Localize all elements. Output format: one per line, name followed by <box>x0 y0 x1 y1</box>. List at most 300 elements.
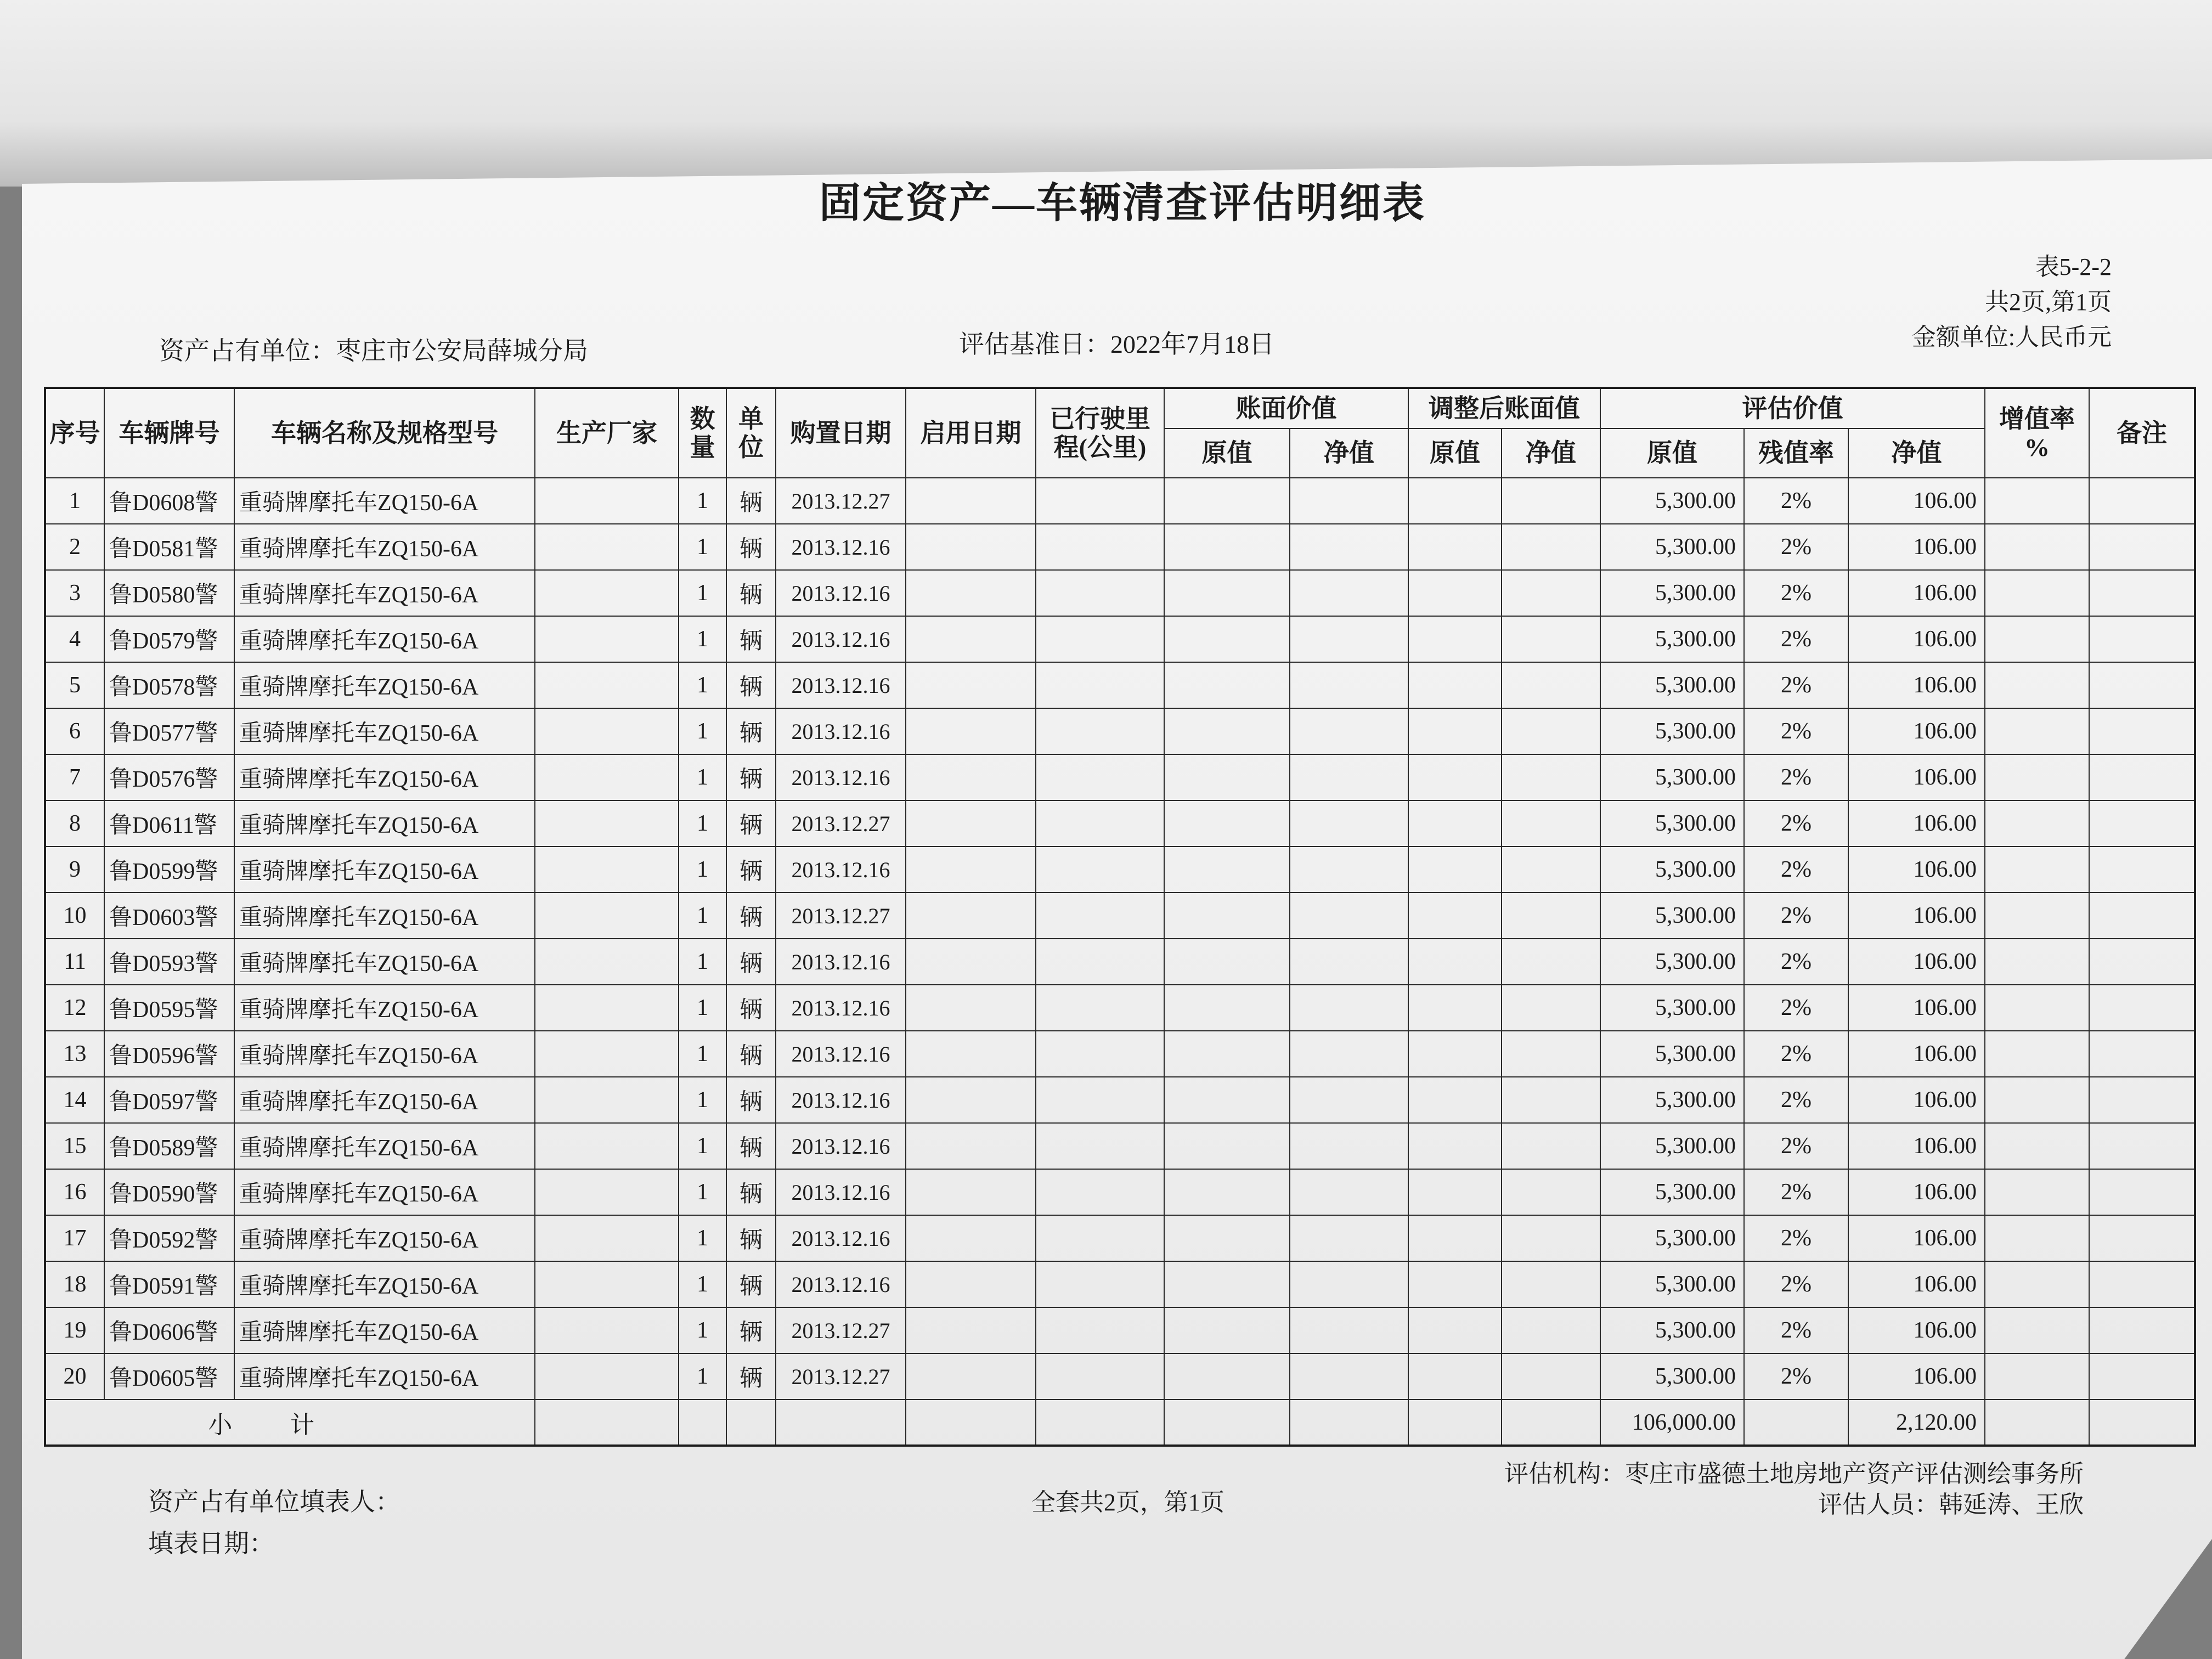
row-mileage-cell <box>1036 1077 1164 1123</box>
row-book-net-cell <box>1290 847 1408 893</box>
row-increase-rate-cell <box>1985 1169 2089 1215</box>
row-book-net-cell <box>1290 1077 1408 1123</box>
table-row <box>45 570 2195 616</box>
evaluation-base-date: 评估基准日：2022年7月18日 <box>959 330 1274 358</box>
row-unit: 辆 <box>726 754 776 800</box>
header-adjusted-original: 原值 <box>1408 428 1502 478</box>
row-increase-rate-cell <box>1985 800 2089 847</box>
row-book-net-cell <box>1290 570 1408 616</box>
row-mileage-cell <box>1036 662 1164 708</box>
row-eval-net: 106.00 <box>1848 1031 1985 1077</box>
row-mileage-cell <box>1036 1215 1164 1261</box>
row-manufacturer-cell <box>535 939 679 985</box>
row-adjusted-net-cell <box>1502 1123 1600 1169</box>
header-vehicle-name: 车辆名称及规格型号 <box>234 388 535 478</box>
row-book-net-cell <box>1290 1123 1408 1169</box>
row-book-original-cell <box>1164 1169 1290 1215</box>
asset-owner: 资产占有单位：枣庄市公安局薛城分局 <box>159 337 588 365</box>
row-book-original-cell <box>1164 662 1290 708</box>
row-residual-rate: 2% <box>1744 985 1848 1031</box>
row-eval-original: 5,300.00 <box>1600 939 1744 985</box>
table-row <box>45 1169 2195 1215</box>
row-manufacturer-cell <box>535 662 679 708</box>
row-unit: 辆 <box>726 1031 776 1077</box>
row-adjusted-original-cell <box>1408 1031 1502 1077</box>
row-increase-rate-cell <box>1985 1261 2089 1307</box>
row-vehicle-name: 重骑牌摩托车ZQ150-6A <box>234 662 535 708</box>
row-quantity: 1 <box>679 1031 726 1077</box>
row-manufacturer-cell <box>535 1261 679 1307</box>
row-purchase-date: 2013.12.16 <box>776 1123 906 1169</box>
header-book-original: 原值 <box>1164 428 1290 478</box>
row-purchase-date: 2013.12.16 <box>776 1215 906 1261</box>
row-eval-original: 5,300.00 <box>1600 478 1744 524</box>
row-serial-number: 12 <box>45 985 104 1031</box>
row-manufacturer-cell <box>535 754 679 800</box>
row-purchase-date: 2013.12.27 <box>776 478 906 524</box>
row-vehicle-name: 重骑牌摩托车ZQ150-6A <box>234 847 535 893</box>
row-mileage-cell <box>1036 524 1164 570</box>
row-remark-cell <box>2089 1261 2195 1307</box>
row-manufacturer-cell <box>535 478 679 524</box>
header-start-date: 启用日期 <box>906 388 1036 478</box>
row-eval-net: 106.00 <box>1848 1307 1985 1353</box>
row-residual-rate: 2% <box>1744 1077 1848 1123</box>
row-adjusted-original-cell <box>1408 1307 1502 1353</box>
row-eval-original: 5,300.00 <box>1600 1031 1744 1077</box>
row-quantity: 1 <box>679 893 726 939</box>
row-book-net-cell <box>1290 939 1408 985</box>
row-book-net-cell <box>1290 1031 1408 1077</box>
row-plate-number: 鲁D0599警 <box>104 847 234 893</box>
subtotal-eval-net: 2,120.00 <box>1848 1400 1985 1446</box>
evaluation-agency: 评估机构：枣庄市盛德土地房地产资产评估测绘事务所 <box>1504 1460 2084 1487</box>
row-plate-number: 鲁D0596警 <box>104 1031 234 1077</box>
row-quantity: 1 <box>679 662 726 708</box>
row-start-date-cell <box>906 893 1036 939</box>
table-row <box>45 478 2195 524</box>
header-mileage: 已行驶里 程(公里) <box>1036 388 1164 478</box>
row-residual-rate: 2% <box>1744 847 1848 893</box>
row-residual-rate: 2% <box>1744 1261 1848 1307</box>
row-purchase-date: 2013.12.16 <box>776 985 906 1031</box>
subtotal-mileage-cell <box>1036 1400 1164 1446</box>
subtotal-unit-cell <box>726 1400 776 1446</box>
row-quantity: 1 <box>679 1123 726 1169</box>
row-eval-net: 106.00 <box>1848 570 1985 616</box>
row-serial-number: 14 <box>45 1077 104 1123</box>
row-adjusted-original-cell <box>1408 800 1502 847</box>
row-increase-rate-cell <box>1985 939 2089 985</box>
row-vehicle-name: 重骑牌摩托车ZQ150-6A <box>234 800 535 847</box>
row-quantity: 1 <box>679 1353 726 1400</box>
row-adjusted-original-cell <box>1408 1077 1502 1123</box>
row-mileage-cell <box>1036 754 1164 800</box>
row-vehicle-name: 重骑牌摩托车ZQ150-6A <box>234 754 535 800</box>
row-eval-original: 5,300.00 <box>1600 662 1744 708</box>
row-eval-original: 5,300.00 <box>1600 1123 1744 1169</box>
subtotal-increase-rate-cell <box>1985 1400 2089 1446</box>
row-quantity: 1 <box>679 570 726 616</box>
row-start-date-cell <box>906 708 1036 754</box>
row-serial-number: 9 <box>45 847 104 893</box>
row-vehicle-name: 重骑牌摩托车ZQ150-6A <box>234 1353 535 1400</box>
row-residual-rate: 2% <box>1744 893 1848 939</box>
row-increase-rate-cell <box>1985 1353 2089 1400</box>
row-purchase-date: 2013.12.16 <box>776 847 906 893</box>
row-unit: 辆 <box>726 1123 776 1169</box>
row-mileage-cell <box>1036 1123 1164 1169</box>
row-purchase-date: 2013.12.16 <box>776 708 906 754</box>
row-eval-original: 5,300.00 <box>1600 754 1744 800</box>
row-mileage-cell <box>1036 1031 1164 1077</box>
header-adjusted-net: 净值 <box>1502 428 1600 478</box>
row-quantity: 1 <box>679 985 726 1031</box>
vehicle-detail-table <box>44 387 2196 1447</box>
table-row <box>45 1123 2195 1169</box>
row-serial-number: 4 <box>45 616 104 662</box>
row-residual-rate: 2% <box>1744 1031 1848 1077</box>
row-purchase-date: 2013.12.27 <box>776 893 906 939</box>
row-adjusted-original-cell <box>1408 893 1502 939</box>
row-purchase-date: 2013.12.16 <box>776 754 906 800</box>
row-book-original-cell <box>1164 985 1290 1031</box>
row-vehicle-name: 重骑牌摩托车ZQ150-6A <box>234 1215 535 1261</box>
table-row <box>45 1353 2195 1400</box>
row-manufacturer-cell <box>535 1307 679 1353</box>
row-eval-original: 5,300.00 <box>1600 708 1744 754</box>
row-book-original-cell <box>1164 754 1290 800</box>
row-book-original-cell <box>1164 847 1290 893</box>
row-eval-net: 106.00 <box>1848 985 1985 1031</box>
row-vehicle-name: 重骑牌摩托车ZQ150-6A <box>234 1123 535 1169</box>
row-eval-net: 106.00 <box>1848 847 1985 893</box>
row-eval-net: 106.00 <box>1848 1077 1985 1123</box>
row-mileage-cell <box>1036 1307 1164 1353</box>
row-adjusted-net-cell <box>1502 524 1600 570</box>
row-eval-net: 106.00 <box>1848 939 1985 985</box>
row-book-net-cell <box>1290 616 1408 662</box>
header-manufacturer: 生产厂家 <box>535 388 679 478</box>
row-quantity: 1 <box>679 1261 726 1307</box>
row-adjusted-net-cell <box>1502 1261 1600 1307</box>
row-adjusted-net-cell <box>1502 1169 1600 1215</box>
table-row <box>45 1077 2195 1123</box>
row-eval-original: 5,300.00 <box>1600 800 1744 847</box>
row-manufacturer-cell <box>535 1031 679 1077</box>
row-adjusted-net-cell <box>1502 570 1600 616</box>
row-eval-original: 5,300.00 <box>1600 847 1744 893</box>
subtotal-adjusted-original-cell <box>1408 1400 1502 1446</box>
row-purchase-date: 2013.12.16 <box>776 1261 906 1307</box>
subtotal-book-original-cell <box>1164 1400 1290 1446</box>
row-eval-net: 106.00 <box>1848 524 1985 570</box>
row-vehicle-name: 重骑牌摩托车ZQ150-6A <box>234 1077 535 1123</box>
row-serial-number: 19 <box>45 1307 104 1353</box>
row-vehicle-name: 重骑牌摩托车ZQ150-6A <box>234 939 535 985</box>
evaluation-staff: 评估人员：韩延涛、王欣 <box>1818 1491 2084 1518</box>
row-eval-net: 106.00 <box>1848 1261 1985 1307</box>
row-adjusted-original-cell <box>1408 939 1502 985</box>
row-serial-number: 10 <box>45 893 104 939</box>
row-eval-original: 5,300.00 <box>1600 616 1744 662</box>
row-book-net-cell <box>1290 478 1408 524</box>
row-adjusted-net-cell <box>1502 800 1600 847</box>
row-mileage-cell <box>1036 478 1164 524</box>
row-unit: 辆 <box>726 478 776 524</box>
row-adjusted-net-cell <box>1502 1215 1600 1261</box>
row-purchase-date: 2013.12.16 <box>776 524 906 570</box>
table-row <box>45 1307 2195 1353</box>
row-quantity: 1 <box>679 616 726 662</box>
row-eval-net: 106.00 <box>1848 1353 1985 1400</box>
row-adjusted-original-cell <box>1408 478 1502 524</box>
subtotal-row <box>45 1400 2195 1446</box>
row-vehicle-name: 重骑牌摩托车ZQ150-6A <box>234 1261 535 1307</box>
row-remark-cell <box>2089 1123 2195 1169</box>
row-increase-rate-cell <box>1985 1031 2089 1077</box>
row-vehicle-name: 重骑牌摩托车ZQ150-6A <box>234 708 535 754</box>
row-unit: 辆 <box>726 1215 776 1261</box>
table-row <box>45 893 2195 939</box>
row-mileage-cell <box>1036 708 1164 754</box>
row-residual-rate: 2% <box>1744 1215 1848 1261</box>
row-adjusted-net-cell <box>1502 478 1600 524</box>
set-page-count: 全套共2页，第1页 <box>1031 1489 1224 1516</box>
header-purchase-date: 购置日期 <box>776 388 906 478</box>
row-mileage-cell <box>1036 893 1164 939</box>
row-plate-number: 鲁D0605警 <box>104 1353 234 1400</box>
row-serial-number: 1 <box>45 478 104 524</box>
row-eval-net: 106.00 <box>1848 1169 1985 1215</box>
row-quantity: 1 <box>679 1077 726 1123</box>
table-body <box>45 478 2195 1446</box>
row-start-date-cell <box>906 616 1036 662</box>
row-adjusted-net-cell <box>1502 1307 1600 1353</box>
row-eval-original: 5,300.00 <box>1600 570 1744 616</box>
row-quantity: 1 <box>679 939 726 985</box>
header-eval-net: 净值 <box>1848 428 1985 478</box>
row-adjusted-original-cell <box>1408 524 1502 570</box>
table-row <box>45 754 2195 800</box>
row-manufacturer-cell <box>535 570 679 616</box>
table-row <box>45 939 2195 985</box>
row-unit: 辆 <box>726 1261 776 1307</box>
row-plate-number: 鲁D0606警 <box>104 1307 234 1353</box>
row-start-date-cell <box>906 1123 1036 1169</box>
row-eval-net: 106.00 <box>1848 800 1985 847</box>
row-quantity: 1 <box>679 1215 726 1261</box>
row-book-net-cell <box>1290 1353 1408 1400</box>
row-plate-number: 鲁D0576警 <box>104 754 234 800</box>
row-eval-net: 106.00 <box>1848 478 1985 524</box>
row-quantity: 1 <box>679 1307 726 1353</box>
row-serial-number: 7 <box>45 754 104 800</box>
row-serial-number: 3 <box>45 570 104 616</box>
row-book-net-cell <box>1290 708 1408 754</box>
row-purchase-date: 2013.12.16 <box>776 616 906 662</box>
row-purchase-date: 2013.12.16 <box>776 570 906 616</box>
row-manufacturer-cell <box>535 708 679 754</box>
table-row <box>45 708 2195 754</box>
row-residual-rate: 2% <box>1744 570 1848 616</box>
table-header <box>45 388 2195 478</box>
row-eval-net: 106.00 <box>1848 662 1985 708</box>
row-quantity: 1 <box>679 478 726 524</box>
row-unit: 辆 <box>726 1307 776 1353</box>
row-eval-net: 106.00 <box>1848 708 1985 754</box>
row-adjusted-net-cell <box>1502 939 1600 985</box>
row-residual-rate: 2% <box>1744 524 1848 570</box>
row-mileage-cell <box>1036 985 1164 1031</box>
row-remark-cell <box>2089 1077 2195 1123</box>
row-mileage-cell <box>1036 1169 1164 1215</box>
row-remark-cell <box>2089 524 2195 570</box>
row-start-date-cell <box>906 1031 1036 1077</box>
subtotal-start-date-cell <box>906 1400 1036 1446</box>
row-eval-original: 5,300.00 <box>1600 524 1744 570</box>
row-eval-net: 106.00 <box>1848 1123 1985 1169</box>
row-book-original-cell <box>1164 1353 1290 1400</box>
row-unit: 辆 <box>726 524 776 570</box>
subtotal-label: 小计 <box>45 1400 535 1446</box>
row-purchase-date: 2013.12.16 <box>776 1077 906 1123</box>
row-serial-number: 18 <box>45 1261 104 1307</box>
table-row <box>45 800 2195 847</box>
row-adjusted-original-cell <box>1408 708 1502 754</box>
row-manufacturer-cell <box>535 800 679 847</box>
row-plate-number: 鲁D0608警 <box>104 478 234 524</box>
row-book-original-cell <box>1164 800 1290 847</box>
row-purchase-date: 2013.12.16 <box>776 939 906 985</box>
row-serial-number: 2 <box>45 524 104 570</box>
subtotal-quantity-cell <box>679 1400 726 1446</box>
row-start-date-cell <box>906 1215 1036 1261</box>
row-adjusted-original-cell <box>1408 1169 1502 1215</box>
row-start-date-cell <box>906 662 1036 708</box>
row-remark-cell <box>2089 616 2195 662</box>
header-serial-number: 序号 <box>45 388 104 478</box>
row-adjusted-net-cell <box>1502 1077 1600 1123</box>
row-plate-number: 鲁D0597警 <box>104 1077 234 1123</box>
row-remark-cell <box>2089 1307 2195 1353</box>
row-residual-rate: 2% <box>1744 616 1848 662</box>
subtotal-book-net-cell <box>1290 1400 1408 1446</box>
row-eval-original: 5,300.00 <box>1600 893 1744 939</box>
row-plate-number: 鲁D0590警 <box>104 1169 234 1215</box>
row-increase-rate-cell <box>1985 1215 2089 1261</box>
row-manufacturer-cell <box>535 1169 679 1215</box>
row-vehicle-name: 重骑牌摩托车ZQ150-6A <box>234 1169 535 1215</box>
row-purchase-date: 2013.12.16 <box>776 1031 906 1077</box>
row-remark-cell <box>2089 1353 2195 1400</box>
row-manufacturer-cell <box>535 985 679 1031</box>
row-adjusted-net-cell <box>1502 708 1600 754</box>
row-adjusted-net-cell <box>1502 1031 1600 1077</box>
row-unit: 辆 <box>726 1169 776 1215</box>
row-book-net-cell <box>1290 1261 1408 1307</box>
row-purchase-date: 2013.12.16 <box>776 1169 906 1215</box>
row-increase-rate-cell <box>1985 847 2089 893</box>
row-unit: 辆 <box>726 570 776 616</box>
row-eval-original: 5,300.00 <box>1600 1169 1744 1215</box>
row-quantity: 1 <box>679 708 726 754</box>
row-mileage-cell <box>1036 616 1164 662</box>
row-unit: 辆 <box>726 893 776 939</box>
row-increase-rate-cell <box>1985 662 2089 708</box>
table-row <box>45 662 2195 708</box>
row-start-date-cell <box>906 847 1036 893</box>
row-plate-number: 鲁D0595警 <box>104 985 234 1031</box>
row-book-net-cell <box>1290 893 1408 939</box>
table-row <box>45 985 2195 1031</box>
row-residual-rate: 2% <box>1744 708 1848 754</box>
row-unit: 辆 <box>726 708 776 754</box>
row-mileage-cell <box>1036 570 1164 616</box>
row-remark-cell <box>2089 939 2195 985</box>
row-vehicle-name: 重骑牌摩托车ZQ150-6A <box>234 524 535 570</box>
row-remark-cell <box>2089 570 2195 616</box>
page-count: 共2页,第1页 <box>1985 289 2112 315</box>
row-purchase-date: 2013.12.16 <box>776 662 906 708</box>
row-book-original-cell <box>1164 478 1290 524</box>
header-plate-number: 车辆牌号 <box>104 388 234 478</box>
row-eval-original: 5,300.00 <box>1600 985 1744 1031</box>
row-vehicle-name: 重骑牌摩托车ZQ150-6A <box>234 478 535 524</box>
row-residual-rate: 2% <box>1744 1307 1848 1353</box>
table-number: 表5-2-2 <box>2035 253 2112 280</box>
fill-date: 填表日期： <box>148 1530 274 1558</box>
row-residual-rate: 2% <box>1744 1169 1848 1215</box>
row-serial-number: 8 <box>45 800 104 847</box>
document-title: 固定资产—车辆清查评估明细表 <box>819 180 1426 227</box>
row-book-original-cell <box>1164 1307 1290 1353</box>
row-vehicle-name: 重骑牌摩托车ZQ150-6A <box>234 985 535 1031</box>
row-mileage-cell <box>1036 1353 1164 1400</box>
row-adjusted-original-cell <box>1408 1353 1502 1400</box>
header-residual-rate: 残值率 <box>1744 428 1848 478</box>
row-remark-cell <box>2089 1169 2195 1215</box>
row-plate-number: 鲁D0578警 <box>104 662 234 708</box>
row-residual-rate: 2% <box>1744 1123 1848 1169</box>
row-serial-number: 15 <box>45 1123 104 1169</box>
row-purchase-date: 2013.12.27 <box>776 1307 906 1353</box>
row-residual-rate: 2% <box>1744 662 1848 708</box>
row-book-net-cell <box>1290 754 1408 800</box>
header-increase-rate: 增值率 % <box>1985 388 2089 478</box>
row-manufacturer-cell <box>535 1353 679 1400</box>
document-meta <box>1912 250 2112 355</box>
row-plate-number: 鲁D0581警 <box>104 524 234 570</box>
table-row <box>45 1261 2195 1307</box>
row-start-date-cell <box>906 1307 1036 1353</box>
row-unit: 辆 <box>726 847 776 893</box>
row-serial-number: 20 <box>45 1353 104 1400</box>
row-book-original-cell <box>1164 939 1290 985</box>
row-adjusted-net-cell <box>1502 847 1600 893</box>
row-serial-number: 17 <box>45 1215 104 1261</box>
row-remark-cell <box>2089 478 2195 524</box>
form-filler: 资产占有单位填表人： <box>148 1488 400 1516</box>
row-plate-number: 鲁D0577警 <box>104 708 234 754</box>
row-unit: 辆 <box>726 1077 776 1123</box>
row-start-date-cell <box>906 478 1036 524</box>
header-remark: 备注 <box>2089 388 2195 478</box>
row-remark-cell <box>2089 1031 2195 1077</box>
row-mileage-cell <box>1036 847 1164 893</box>
row-start-date-cell <box>906 524 1036 570</box>
row-increase-rate-cell <box>1985 478 2089 524</box>
